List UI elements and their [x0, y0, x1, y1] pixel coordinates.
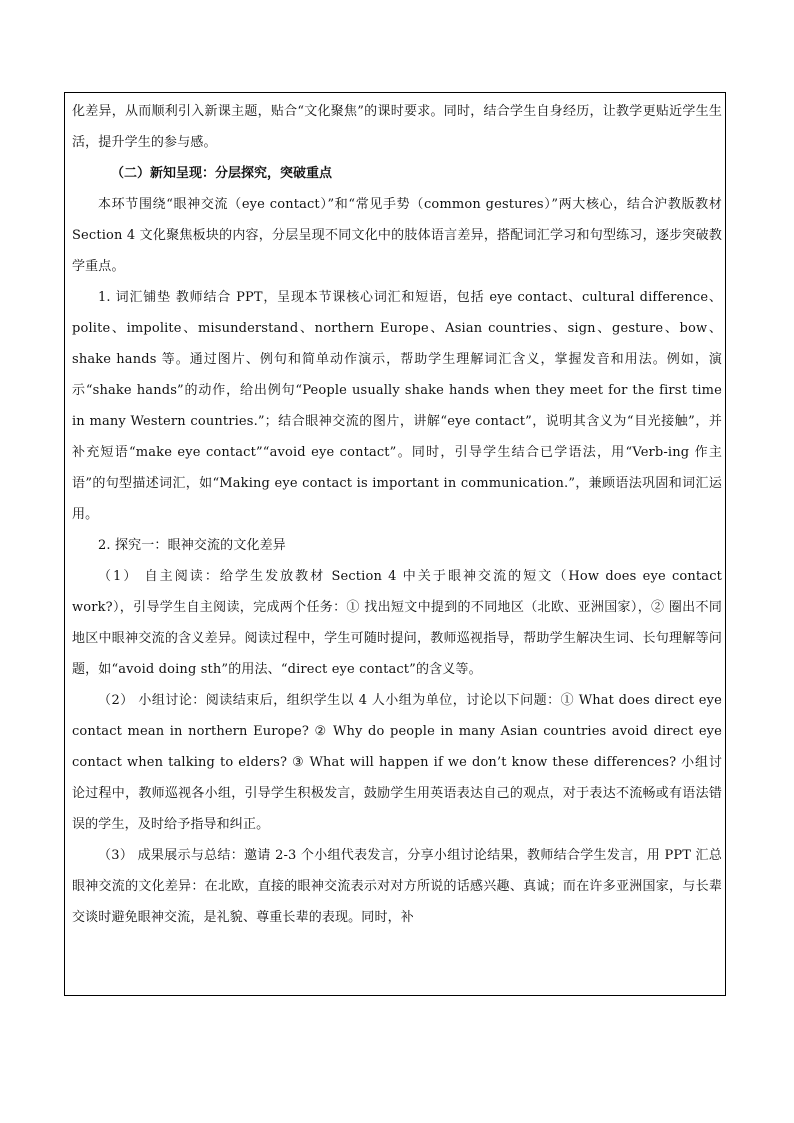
lesson-plan-content — [72, 96, 722, 933]
paragraph-overview: 本环节围绕“眼神交流（eye contact）”和“常见手势（common gestures）”两大核心，结合沪教版教材 Section 4 文化聚焦板块的内容，分层呈现不同文化中的肢体语言差异，搭配词汇学习和句型练习，逐步突破教学重点。 — [72, 197, 722, 274]
section-heading-new-knowledge: （二）新知呈现：分层探究，突破重点 — [111, 166, 333, 181]
paragraph-group-discussion: （2） 小组讨论：阅读结束后，组织学生以 4 人小组为单位，讨论以下问题：① What does direct eye contact mean in northern Europe? ② Why do people in many Asian countries avoid direct eye contact when talking to elders? ③ What will happen if we don’t know these differences? 小组讨论过程中，教师巡视各小组，引导学生积极发言，鼓励学生用英语表达自己的观点，对于表达不流畅或有语法错误的学生，及时给予指导和纠正。 — [72, 693, 722, 832]
paragraph-vocabulary: 1. 词汇铺垫 教师结合 PPT，呈现本节课核心词汇和短语，包括 eye contact、cultural difference、polite、impolite、misunderstand、northern Europe、Asian countries、sign、gesture、bow、shake hands 等。通过图片、例句和简单动作演示，帮助学生理解词汇含义，掌握发音和用法。例如，演示“shake hands”的动作，给出例句“People usually shake hands when they meet for the first time in many Western countries.”；结合眼神交流的图片，讲解“eye contact”，说明其含义为“目光接触”，并补充短语“make eye contact”“avoid eye contact”。同时，引导学生结合已学语法，用“Verb-ing 作主语”的句型描述词汇，如“Making eye contact is important in communication.”，兼顾语法巩固和词汇运用。 — [72, 290, 722, 522]
paragraph-presentation-summary: （3） 成果展示与总结：邀请 2-3 个小组代表发言，分享小组讨论结果，教师结合学生发言，用 PPT 汇总眼神交流的文化差异：在北欧，直接的眼神交流表示对对方所说的话感兴趣、真诚；而在许多亚洲国家，与长辈交谈时避免眼神交流，是礼貌、尊重长辈的表现。同时，补 — [72, 848, 722, 925]
paragraph-intro-continuation: 化差异，从而顺利引入新课主题，贴合“文化聚焦”的课时要求。同时，结合学生自身经历，让教学更贴近学生生活，提升学生的参与感。 — [72, 104, 722, 150]
paragraph-self-reading: （1） 自主阅读：给学生发放教材 Section 4 中关于眼神交流的短文（How does eye contact work?），引导学生自主阅读，完成两个任务：① 找出短文中提到的不同地区（北欧、亚洲国家），② 圈出不同地区中眼神交流的含义差异。阅读过程中，学生可随时提问，教师巡视指导，帮助学生解决生词、长句理解等问题，如“avoid doing sth”的用法、“direct eye contact”的含义等。 — [72, 569, 722, 677]
paragraph-inquiry-one-heading: 2. 探究一：眼神交流的文化差异 — [98, 538, 286, 553]
